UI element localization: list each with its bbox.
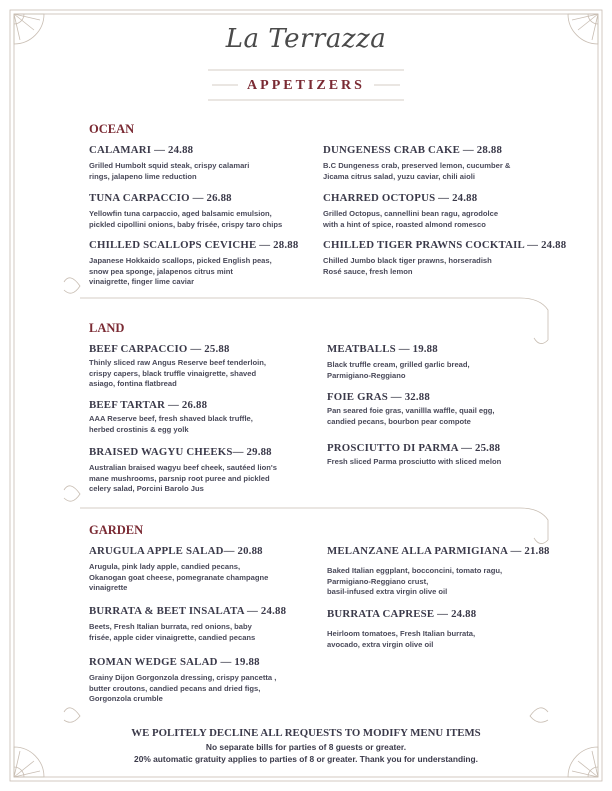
- menu-item: [327, 391, 559, 427]
- footer-gratuity-note: 20% automatic gratuity applies to parties of 8 or greater. Thank you for understanding.: [134, 754, 478, 764]
- item-name: DUNGENESS CRAB CAKE — 28.88: [323, 144, 503, 156]
- item-name: CALAMARI — 24.88: [89, 144, 194, 156]
- menu-item: [89, 446, 321, 495]
- item-description: Thinly sliced raw Angus Reserve beef tenderloin, crispy capers, black truffle vinaigrette, shaved asiago, fontina flatbread: [89, 358, 266, 389]
- menu-item: [89, 144, 321, 182]
- item-description: AAA Reserve beef, fresh shaved black truffle, herbed crostinis & egg yolk: [89, 414, 253, 434]
- menu-title: APPETIZERS: [247, 78, 365, 93]
- item-description: Grainy Dijon Gorgonzola dressing, crispy pancetta , butter croutons, candied pecans and dried figs, Gorgonzola crumble: [89, 673, 277, 704]
- menu-item: [327, 343, 559, 381]
- footer-billing-note: No separate bills for parties of 8 guests or greater.: [205, 742, 407, 752]
- item-name: ROMAN WEDGE SALAD — 19.88: [89, 656, 260, 668]
- menu-item: [89, 239, 321, 288]
- item-name: BURRATA & BEET INSALATA — 24.88: [89, 605, 287, 617]
- menu-item: [327, 442, 559, 468]
- menu-item: [323, 144, 555, 182]
- item-name: CHARRED OCTOPUS — 24.88: [323, 192, 478, 204]
- item-description: Yellowfin tuna carpaccio, aged balsamic emulsion, pickled cipollini onions, baby frisée, crispy taro chips: [89, 209, 283, 229]
- item-description: Arugula, pink lady apple, candied pecans, Okanogan goat cheese, pomegranate champagne vinaigrette: [89, 562, 269, 593]
- item-name: MELANZANE ALLA PARMIGIANA — 21.88: [327, 545, 550, 557]
- item-description: Chilled Jumbo black tiger prawns, horseradish Rosé sauce, fresh lemon: [323, 256, 492, 276]
- footer-policy: WE POLITELY DECLINE ALL REQUESTS TO MODIFY MENU ITEMS: [131, 727, 481, 739]
- menu-item: [327, 608, 559, 650]
- menu-item: [89, 399, 321, 435]
- menu-item: [323, 192, 555, 230]
- restaurant-logo: La Terrazza: [225, 24, 387, 54]
- item-description: Fresh sliced Parma prosciutto with sliced melon: [327, 457, 502, 466]
- item-name: PROSCIUTTO DI PARMA — 25.88: [327, 442, 501, 454]
- item-name: CHILLED SCALLOPS CEVICHE — 28.88: [89, 239, 299, 251]
- item-name: FOIE GRAS — 32.88: [327, 391, 430, 403]
- menu-item: [89, 605, 321, 643]
- item-name: MEATBALLS — 19.88: [327, 343, 438, 355]
- section-heading-garden: GARDEN: [89, 523, 144, 537]
- item-name: BEEF CARPACCIO — 25.88: [89, 343, 230, 355]
- item-description: Black truffle cream, grilled garlic bread, Parmigiano-Reggiano: [327, 360, 470, 380]
- menu-item: [89, 343, 321, 390]
- section-heading-land: LAND: [89, 321, 125, 335]
- item-name: BRAISED WAGYU CHEEKS— 29.88: [89, 446, 272, 458]
- menu-item: [327, 545, 559, 598]
- item-description: Australian braised wagyu beef cheek, sautéed lion's mane mushrooms, parsnip root puree and pickled celery salad, Porcini Barolo Jus: [89, 463, 277, 494]
- menu-item: [89, 545, 321, 594]
- item-name: CHILLED TIGER PRAWNS COCKTAIL — 24.88: [323, 239, 567, 251]
- item-name: ARUGULA APPLE SALAD— 20.88: [89, 545, 263, 557]
- item-description: Grilled Octopus, cannellini bean ragu, agrodolce with a hint of spice, roasted almond romesco: [323, 209, 499, 229]
- item-name: BEEF TARTAR — 26.88: [89, 399, 208, 411]
- item-description: Heirloom tomatoes, Fresh Italian burrata, avocado, extra virgin olive oil: [327, 629, 476, 649]
- item-name: BURRATA CAPRESE — 24.88: [327, 608, 477, 620]
- item-description: B.C Dungeness crab, preserved lemon, cucumber & Jicama citrus salad, yuzu caviar, chili aioli: [323, 161, 511, 181]
- menu-item: [89, 192, 321, 230]
- item-description: Japanese Hokkaido scallops, picked English peas, snow pea sponge, jalapenos citrus mint vinaigrette, finger lime caviar: [89, 256, 272, 287]
- item-description: Grilled Humbolt squid steak, crispy calamari rings, jalapeno lime reduction: [89, 161, 250, 181]
- section-heading-ocean: OCEAN: [89, 122, 135, 136]
- item-description: Pan seared foie gras, vanillla waffle, quail egg, candied pecans, bourbon pear compote: [327, 406, 495, 426]
- item-description: Beets, Fresh Italian burrata, red onions, baby frisée, apple cider vinaigrette, candied pecans: [89, 622, 256, 642]
- item-name: TUNA CARPACCIO — 26.88: [89, 192, 232, 204]
- item-description: Baked Italian eggplant, bocconcini, tomato ragu, Parmigiano-Reggiano crust, basil-infused extra virgin olive oil: [327, 566, 503, 597]
- menu-item: [89, 656, 321, 705]
- menu-item: [323, 239, 567, 277]
